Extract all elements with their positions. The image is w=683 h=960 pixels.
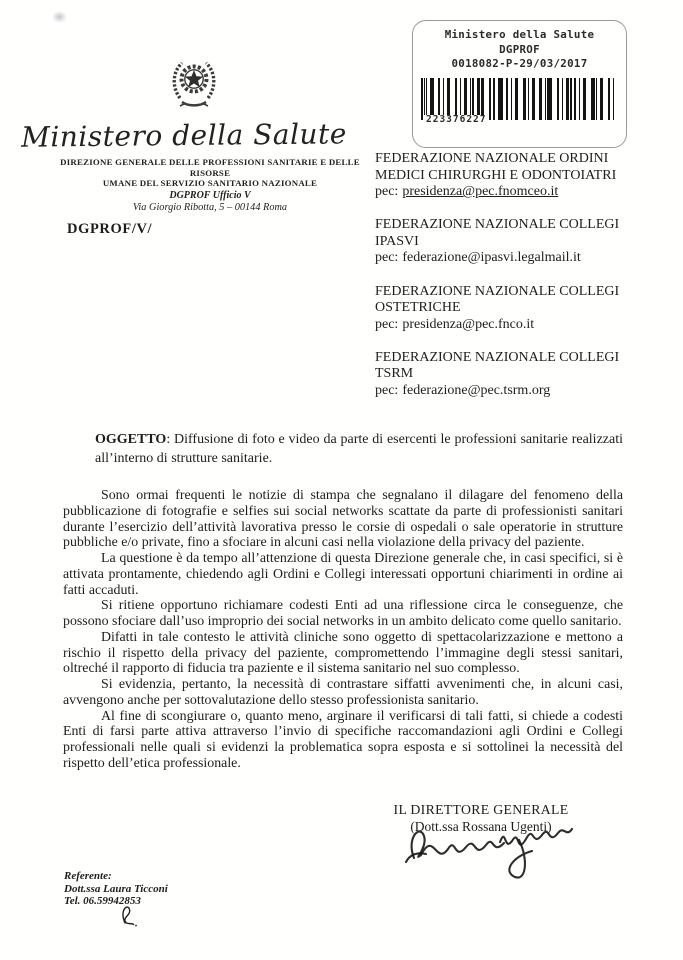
recipient-name-line: FEDERAZIONE NAZIONALE ORDINI	[375, 151, 609, 166]
recipient-name-line: FEDERAZIONE NAZIONALE COLLEGI	[375, 349, 620, 365]
state-emblem-icon	[168, 54, 220, 111]
stamp-office-line: DGPROF	[499, 42, 540, 56]
recipient-name-line: OSTETRICHE	[375, 300, 461, 316]
office-line: DGPROF Ufficio V	[169, 189, 251, 201]
contact-label: Referente:	[64, 870, 112, 882]
recipient-name-line: IPASVI	[375, 233, 419, 249]
body-paragraph: Al fine di scongiurare o, quanto meno, arginare il verificarsi di tali fatti, si chiede a codesti Enti di farsi parte attiva attraverso l’invio di specifiche raccomandazioni agli Ordini e Collegi professionali nelle quali si evidenzi la problematica sopra esposta e si sottolinei la necessità del rispetto dell’etica professionale.	[63, 708, 623, 771]
recipient-pec-line	[375, 250, 647, 267]
body-paragraph: Si evidenzia, pertanto, la necessità di contrastare siffatti avvenimenti che, in alcuni casi, avvengono anche per sottovalutazione dello stesso professionista sanitario.	[63, 677, 623, 708]
body-paragraph: Si ritiene opportuno richiamare codesti Enti ad una riflessione circa le conseguenze, che possono sfociare dall’uso improprio dei social networks in un ambito delicato come quello sanitario.	[63, 598, 623, 629]
protocol-reference: DGPROF/V/	[67, 221, 153, 237]
ministry-logotype: Ministero della Salute	[21, 117, 347, 154]
stamp-protocol-number: 0018082-P-29/03/2017	[451, 57, 588, 70]
body-paragraph: La questione è da tempo all’attenzione di questa Direzione generale che, in casi specifici, si è attivata prontamente, chiedendo agli Ordini e Collegi interessati opportuni chiarimenti in ordine ai fatti accaduti.	[63, 551, 623, 598]
pec-label: pec:	[375, 250, 399, 266]
subject-line	[95, 431, 623, 468]
pec-address: federazione@pec.tsrm.org	[402, 383, 551, 399]
pec-label: pec:	[375, 184, 399, 200]
body-paragraph: Sono ormai frequenti le notizie di stampa che segnalano il dilagare del fenomeno della pubblicazione di fotografie e selfies sui social networks scattate da parte di professionisti sanitari durante l’esercizio dell’attività lavorativa presso le corsie di ospedali o sale operatorie in strutture pubbliche e/o private, fino a sfociare in alcuni casi nella violazione della privacy del paziente.	[63, 488, 623, 551]
signer-name: (Dott.ssa Rossana Ugenti)	[410, 819, 552, 834]
contact-phone: Tel. 06.59942853	[64, 895, 141, 908]
recipient-name-line: FEDERAZIONE NAZIONALE COLLEGI	[375, 283, 620, 299]
recipient-pec-line	[375, 317, 647, 334]
recipient-pec-line	[375, 184, 647, 201]
body-paragraph: Difatti in tale contesto le attività cliniche sono oggetto di spettacolarizzazione e mettono a rischio il rispetto della privacy del paziente, compromettendo l’immagine degli stessi sanitari, oltreché il rapporto di fiducia tra paziente e il sistema sanitario nel suo complesso.	[63, 629, 623, 677]
recipient-pec-line	[375, 383, 647, 400]
contact-name: Dott.ssa Laura Ticconi	[64, 882, 168, 895]
handwritten-signature-icon	[398, 810, 578, 892]
recipient-fnomceo	[375, 151, 647, 201]
signer-title: IL DIRETTORE GENERALE	[393, 802, 569, 817]
department-block	[40, 157, 380, 214]
barcode-icon	[421, 78, 615, 125]
handwritten-initials-icon	[116, 901, 140, 929]
recipient-name-line: FEDERAZIONE NAZIONALE COLLEGI	[375, 217, 620, 233]
address-line: Via Giorgio Ribotta, 5 – 00144 Roma	[132, 201, 288, 213]
recipients-list	[375, 151, 647, 416]
pec-address: federazione@ipasvi.legalmail.it	[402, 250, 581, 266]
recipient-name-line: MEDICI CHIRURGHI E ODONTOIATRI	[375, 167, 617, 183]
pec-label: pec:	[375, 383, 399, 399]
barcode-number: 223376227	[423, 115, 489, 125]
pec-address: presidenza@pec.fnco.it	[402, 316, 535, 332]
recipient-tsrm	[375, 350, 647, 400]
pec-label: pec:	[375, 316, 399, 332]
letter-body	[63, 488, 623, 772]
subject-label: OGGETTO	[95, 432, 167, 447]
scan-artifact-mark	[52, 11, 67, 23]
protocol-stamp	[412, 20, 627, 148]
department-line-2: UMANE DEL SERVIZIO SANITARIO NAZIONALE	[102, 178, 318, 189]
stamp-ministry-line: Ministero della Salute	[444, 28, 595, 41]
recipient-name-line: TSRM	[375, 366, 414, 382]
recipient-ipasvi	[375, 217, 647, 267]
department-line-1: DIREZIONE GENERALE DELLE PROFESSIONI SANITARIE E DELLE RISORSE	[60, 157, 360, 178]
recipient-ostetriche	[375, 284, 647, 334]
subject-text: : Diffusione di foto e video da parte di esercenti le professioni sanitarie realizzati all’interno di strutture sanitarie.	[95, 432, 623, 466]
pec-address: presidenza@pec.fnomceo.it	[402, 184, 559, 200]
